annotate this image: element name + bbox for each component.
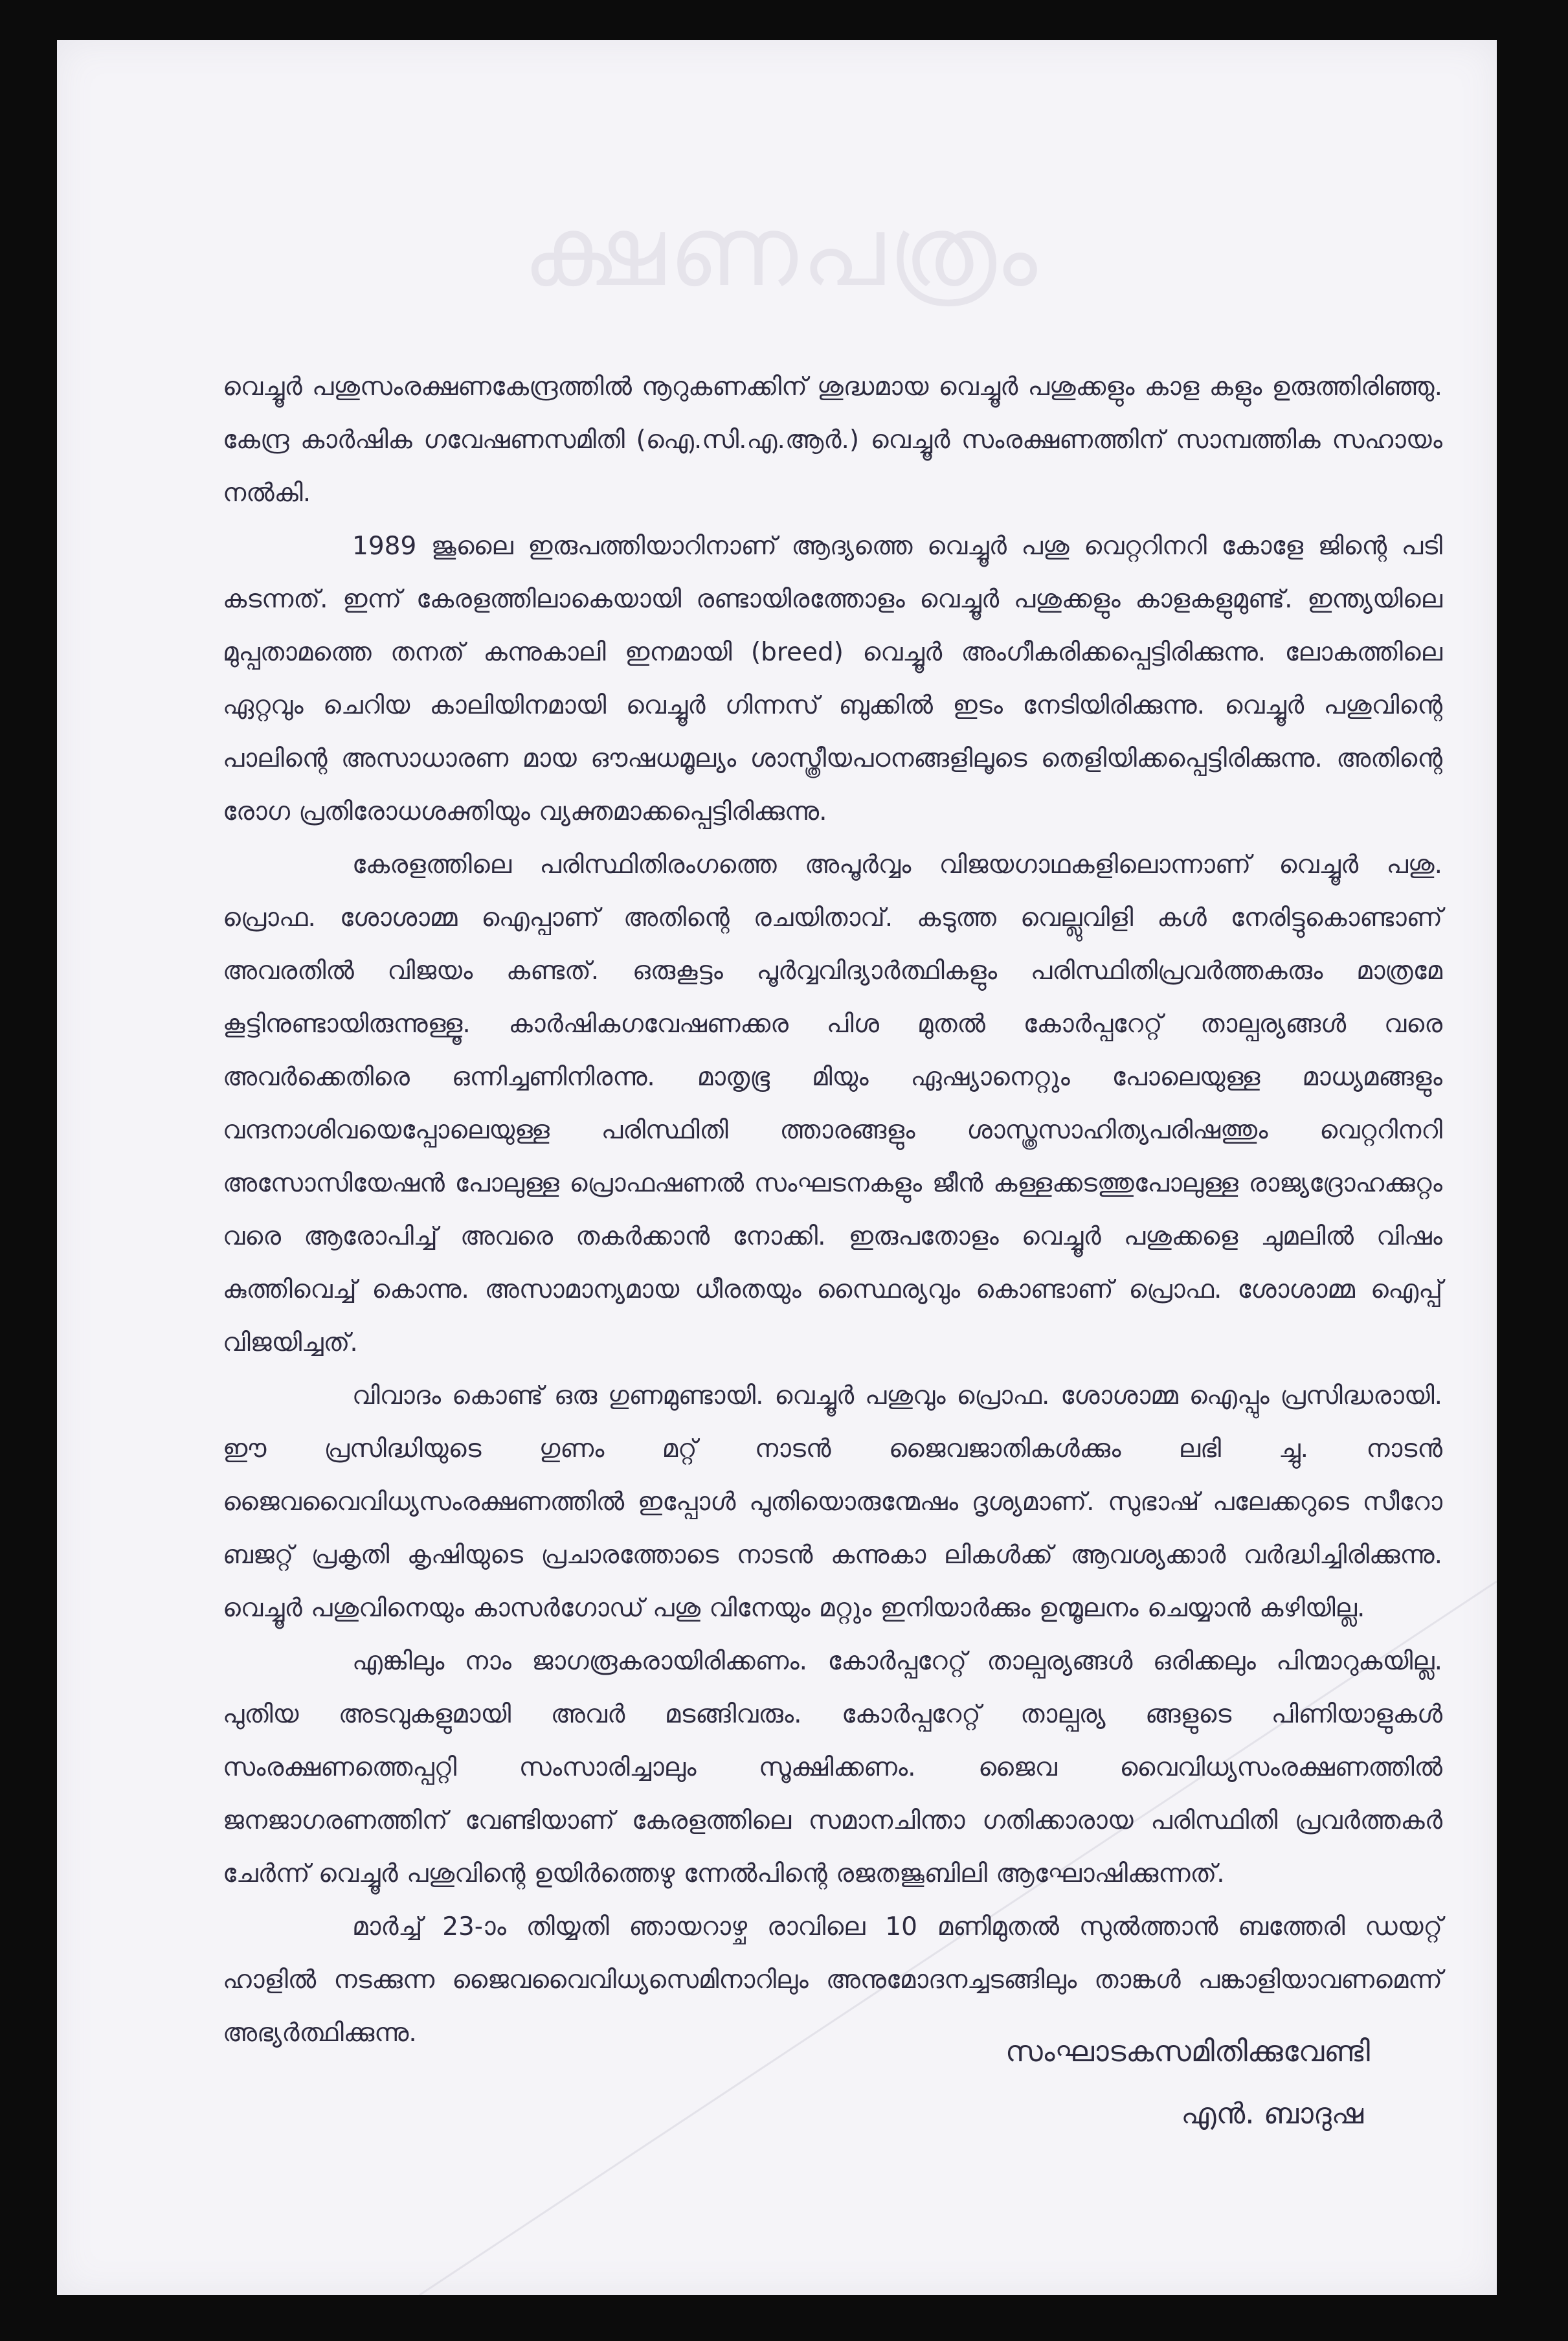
paragraph-3: കേരളത്തിലെ പരിസ്ഥിതിരംഗത്തെ അപൂർവ്വം വിജയഗാഥകളിലൊന്നാണ് വെച്ചൂർ പശു. പ്രൊഫ. ശോശാമ്മ ഐപ്പാണ് അതിന്റെ രചയിതാവ്. കടുത്ത വെല്ലുവിളി കൾ നേരിട്ടുകൊണ്ടാണ് അവരതിൽ വിജയം കണ്ടത്. ഒരുകൂട്ടം പൂർവ്വവിദ്യാർത്ഥികളും പരിസ്ഥിതിപ്രവർത്തകരും മാത്രമേ കൂട്ടിനുണ്ടായിരുന്നുള്ളൂ. കാർഷികഗവേഷണക്കര പിശ മുതൽ കോർപ്പറേറ്റ് താല്പര്യങ്ങൾ വരെ അവർക്കെതിരെ ഒന്നിച്ചണിനിരന്നു. മാതൃഭൂ മിയും ഏഷ്യാനെറ്റും പോലെയുള്ള മാധ്യമങ്ങളും വന്ദനാശിവയെപ്പോലെയുള്ള പരിസ്ഥിതി ത്താരങ്ങളും ശാസ്ത്രസാഹിത്യപരിഷത്തും വെറ്ററിനറി അസോസിയേഷൻ പോലുള്ള പ്രൊഫഷണൽ സംഘടനകളും ജീൻ കള്ളക്കടത്തുപോലുള്ള രാജ്യദ്രോഹക്കുറ്റം വരെ ആരോപിച്ച് അവരെ തകർക്കാൻ നോക്കി. ഇരുപതോളം വെച്ചൂർ പശുക്കളെ ചുമലിൽ വിഷം കുത്തിവെച്ച് കൊന്നു. അസാമാന്യമായ ധീരതയും സ്ഥൈര്യവും കൊണ്ടാണ് പ്രൊഫ. ശോശാമ്മ ഐപ്പ് വിജയിച്ചത്. bbox=[223, 850, 1442, 1357]
paragraph-2: 1989 ജൂലൈ ഇരുപത്തിയാറിനാണ് ആദ്യത്തെ വെച്ചൂർ പശു വെറ്ററിനറി കോളേ ജിന്റെ പടി കടന്നത്. ഇന്ന് കേരളത്തിലാകെയായി രണ്ടായിരത്തോളം വെച്ചൂർ പശുക്കളും കാളകളുമുണ്ട്. ഇന്ത്യയിലെ മുപ്പതാമത്തെ തനത് കന്നുകാലി ഇനമായി (breed) വെച്ചൂർ അംഗീകരിക്കപ്പെട്ടിരിക്കുന്നു. ലോകത്തിലെ ഏറ്റവും ചെറിയ കാലിയിനമായി വെച്ചൂർ ഗിന്നസ് ബുക്കിൽ ഇടം നേടിയിരിക്കുന്നു. വെച്ചൂർ പശുവിന്റെ പാലിന്റെ അസാധാരണ മായ ഔഷധമൂല്യം ശാസ്ത്രീയപഠനങ്ങളിലൂടെ തെളിയിക്കപ്പെട്ടിരിക്കുന്നു. അതിന്റെ രോഗ പ്രതിരോധശക്തിയും വ്യക്തമാക്കപ്പെട്ടിരിക്കുന്നു. bbox=[223, 532, 1442, 826]
letter-page bbox=[57, 40, 1497, 2295]
signature-block bbox=[787, 2020, 1370, 2145]
paragraph-4: വിവാദം കൊണ്ട് ഒരു ഗുണമുണ്ടായി. വെച്ചൂർ പശുവും പ്രൊഫ. ശോശാമ്മ ഐപ്പും പ്രസിദ്ധരായി. ഈ പ്രസിദ്ധിയുടെ ഗുണം മറ്റ് നാടൻ ജൈവജാതികൾക്കും ലഭി ച്ചു. നാടൻ ജൈവവൈവിധ്യസംരക്ഷണത്തിൽ ഇപ്പോൾ പുതിയൊരുന്മേഷം ദൃശ്യമാണ്. സുഭാഷ് പലേക്കറുടെ സീറോ ബജറ്റ് പ്രകൃതി കൃഷിയുടെ പ്രചാരത്തോടെ നാടൻ കന്നുകാ ലികൾക്ക് ആവശ്യക്കാർ വർദ്ധിച്ചിരിക്കുന്നു. വെച്ചൂർ പശുവിനെയും കാസർഗോഡ് പശു വിനേയും മറ്റും ഇനിയാർക്കും ഉന്മൂലനം ചെയ്യാൻ കഴിയില്ല. bbox=[223, 1381, 1442, 1623]
signature-organization: സംഘാടകസമിതിക്കുവേണ്ടി bbox=[1005, 2034, 1370, 2068]
show-through-heading: ക്ഷണപത്രം bbox=[523, 196, 1041, 308]
paragraph-6: മാർച്ച് 23-ാം തിയ്യതി ഞായറാഴ്ച രാവിലെ 10 മണിമുതൽ സുൽത്താൻ ബത്തേരി ഡയറ്റ് ഹാളിൽ നടക്കുന്ന ജൈവവൈവിധ്യസെമിനാറിലും അനുമോദനച്ചടങ്ങിലും താങ്കൾ പങ്കാളിയാവണമെന്ന് അഭ്യർത്ഥിക്കുന്നു. bbox=[223, 1912, 1442, 2048]
body-text bbox=[223, 361, 1442, 2060]
signature-name: എൻ. ബാദുഷ bbox=[1181, 2096, 1363, 2131]
paragraph-5: എങ്കിലും നാം ജാഗരൂകരായിരിക്കണം. കോർപ്പറേറ്റ് താല്പര്യങ്ങൾ ഒരിക്കലും പിന്മാറുകയില്ല. പുതിയ അടവുകളുമായി അവർ മടങ്ങിവരും. കോർപ്പറേറ്റ് താല്പര്യ ങ്ങളുടെ പിണിയാളുകൾ സംരക്ഷണത്തെപ്പറ്റി സംസാരിച്ചാലും സൂക്ഷിക്കണം. ജൈവ വൈവിധ്യസംരക്ഷണത്തിൽ ജനജാഗരണത്തിന് വേണ്ടിയാണ് കേരളത്തിലെ സമാനചിന്താ ഗതിക്കാരായ പരിസ്ഥിതി പ്രവർത്തകർ ചേർന്ന് വെച്ചൂർ പശുവിന്റെ ഉയിർത്തെഴു ന്നേൽപിന്റെ രജതജൂബിലി ആഘോഷിക്കുന്നത്. bbox=[223, 1647, 1442, 1888]
paragraph-1: വെച്ചൂർ പശുസംരക്ഷണകേന്ദ്രത്തിൽ നൂറുകണക്കിന് ശുദ്ധമായ വെച്ചൂർ പശുക്കളും കാള കളും ഉരുത്തിരിഞ്ഞു. കേന്ദ്ര കാർഷിക ഗവേഷണസമിതി (ഐ.സി.എ.ആർ.) വെച്ചൂർ സംരക്ഷണത്തിന് സാമ്പത്തിക സഹായം നൽകി. bbox=[223, 372, 1442, 508]
